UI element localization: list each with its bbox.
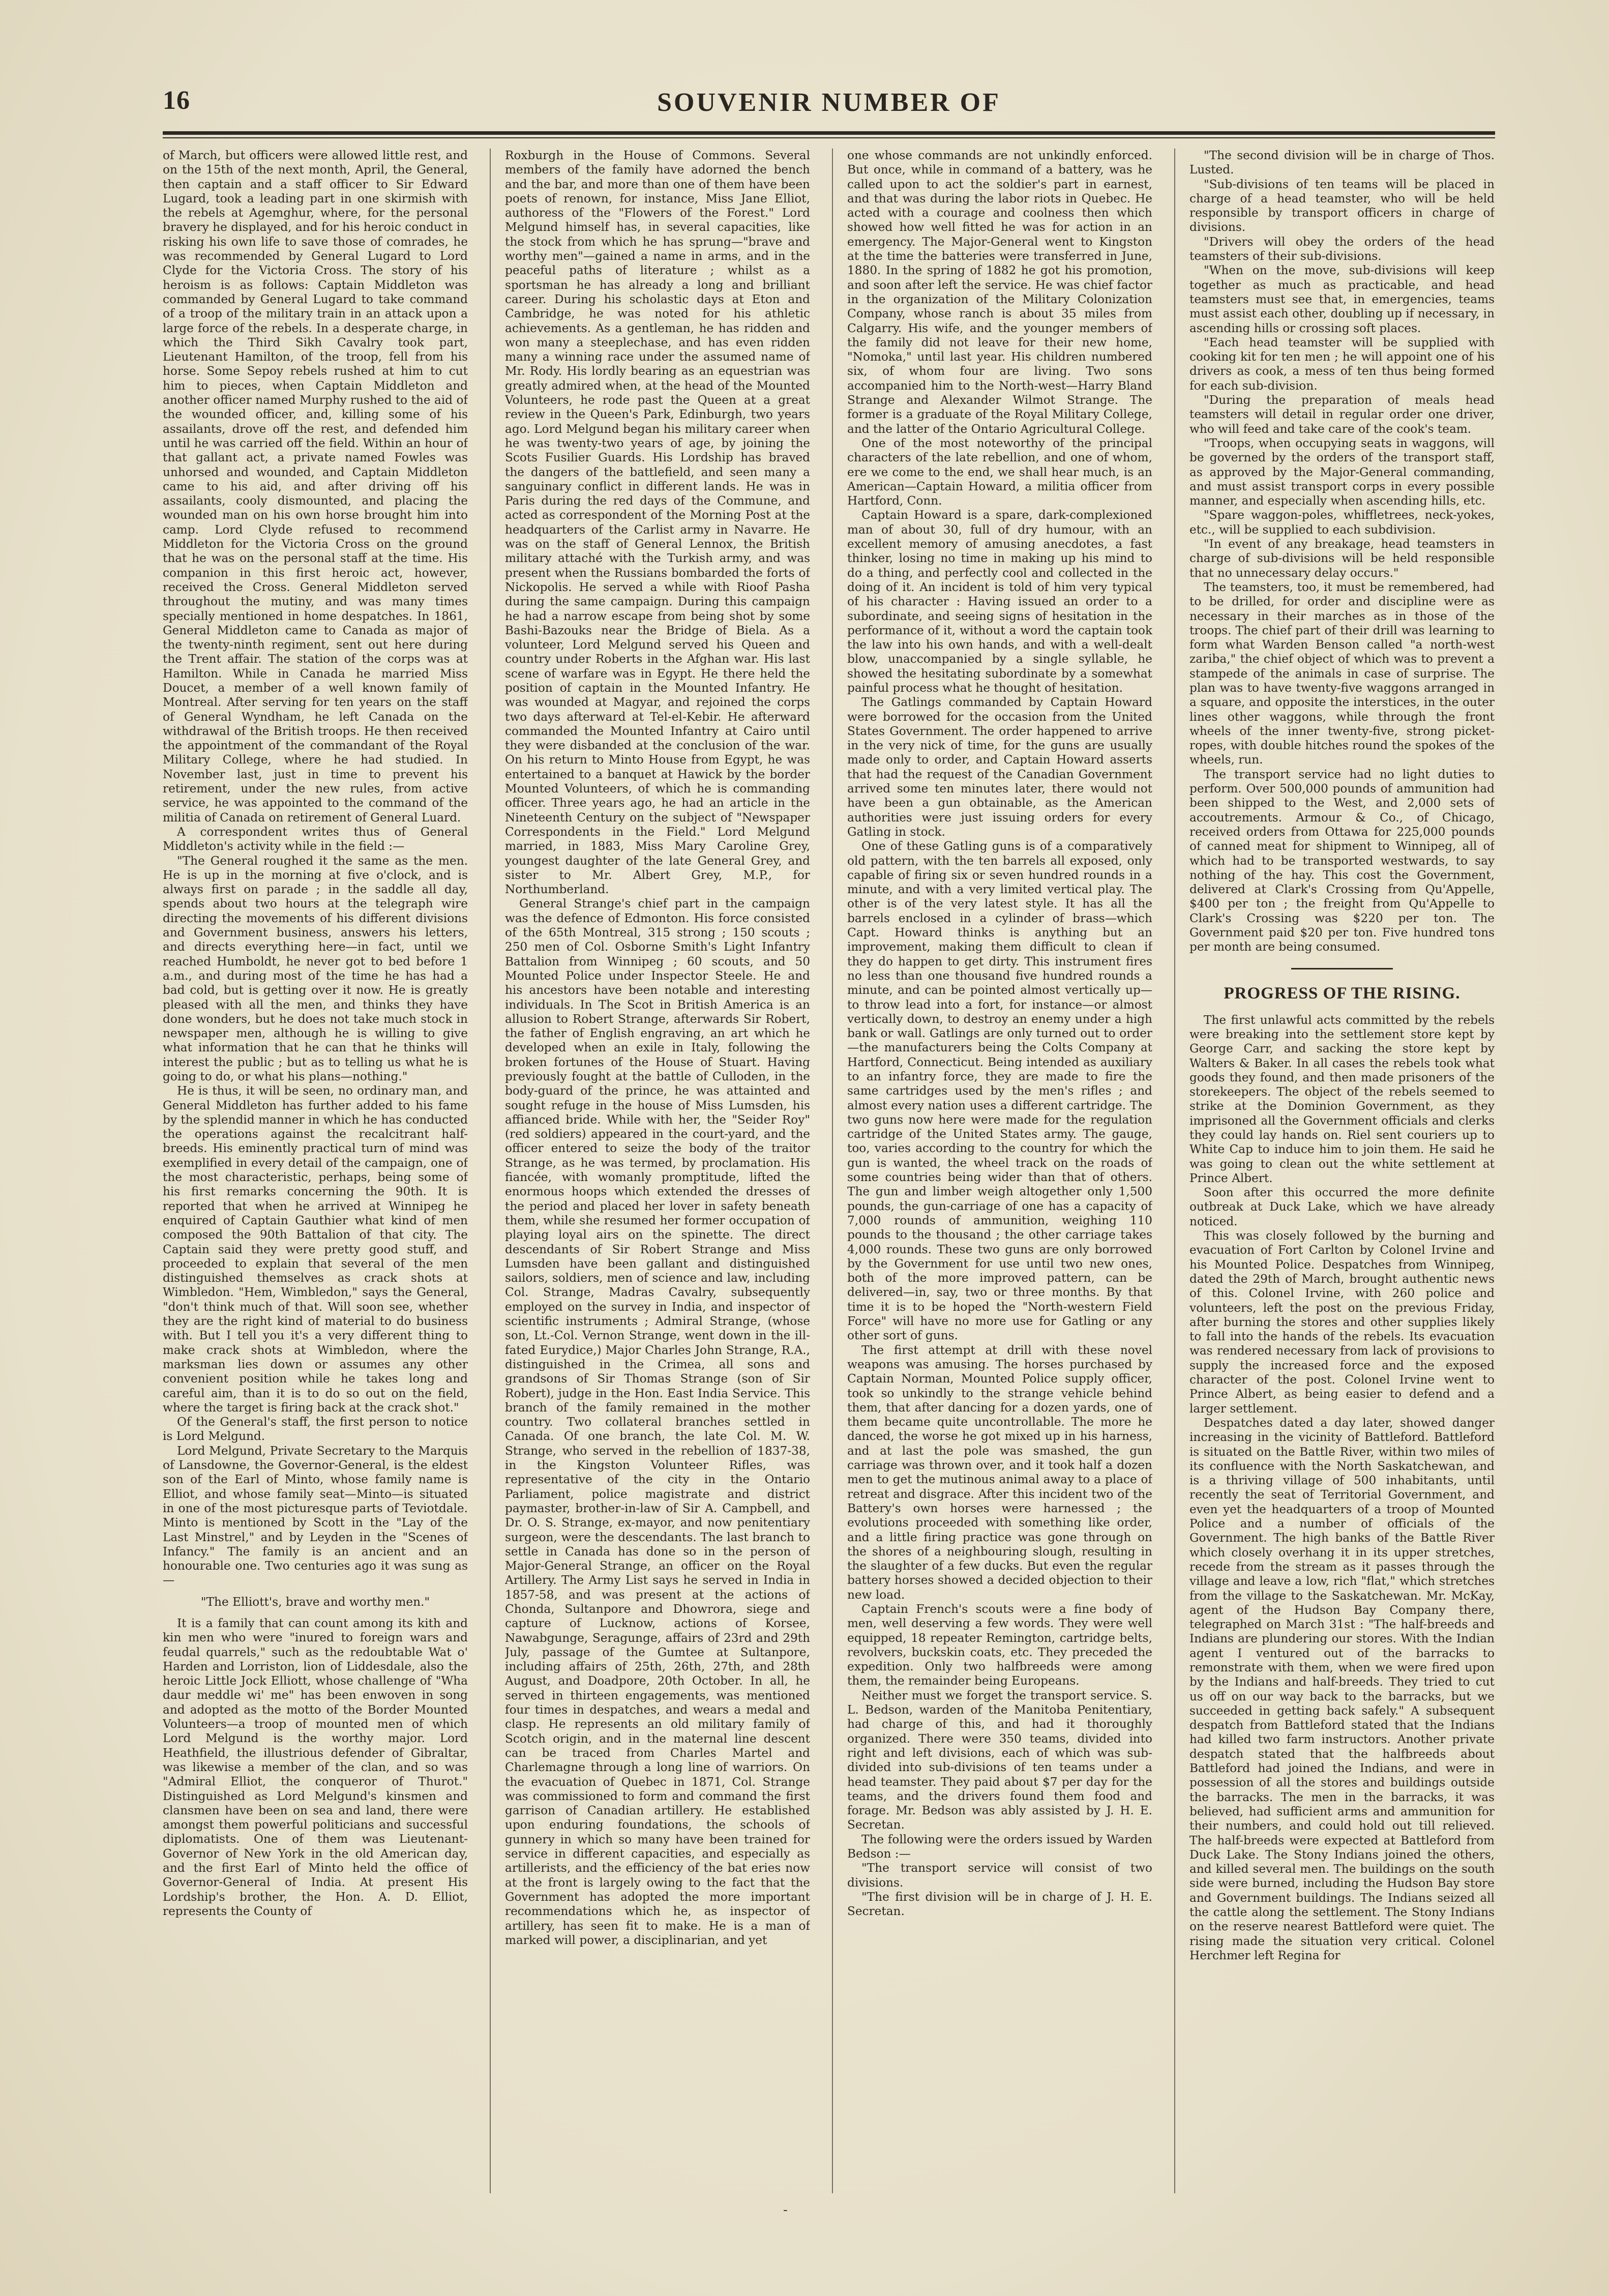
article-paragraph: Of the General's staff, the first person to notice is Lord Melgund. [163,1415,468,1444]
article-paragraph: The Gatlings commanded by Captain Howard were borrowed for the occasion from the United States Government. The order happened to arrive in the very nick of time, for the guns are usually made only to order, and Captain Howard asserts that had the request of the Canadian Government arrived some ten minutes later, there would not have been a gun obtainable, as the American authorities were just issuing orders for every Gatling in stock. [847,695,1152,839]
footer-mark: - [783,2202,788,2218]
article-paragraph: Roxburgh in the House of Commons. Several members of the family have adorned the bench and the bar, and more than one of them have been poets of renown, for instance, Miss Jane Elliot, authoress of the "Flowers of the Forest." Lord Melgund himself has, in several capacities, like the stock from which he has sprung—"brave and worthy men"—gained a name in arms, and in the peaceful paths of literature ; whilst as a sportsman he has already a long and brilliant career. During his scholastic days at Eton and Cambridge, he was noted for his athletic achievements. As a gentleman, he has ridden and won many a steeplechase, and has even ridden many a winning race under the assumed name of Mr. Rody. His lordly bearing as an equestrian was greatly admired when, at the head of the Mounted Volunteers, he rode past the Queen at a great review in the Queen's Park, Edinburgh, two years ago. Lord Melgund began his military career when he was twenty-two years of age, by joining the Scots Fusilier Guards. His Lordship has braved the dangers of the battlefield, and seen many a sanguinary conflict in different lands. He was in Paris during the red days of the Commune, and acted as correspondent of the Morning Post at the headquarters of the Carlist army in Navarre. He was on the staff of General Lennox, the British military attaché with the Turkish army, and was present when the Russians bombarded the forts of Nickopolis. He served a while with Rioof Pasha during the same campaign. During this campaign he had a narrow escape from being shot by some Bashi-Bazouks near the Bridge of Biela. As a volunteer, Lord Melgund served his Queen and country under Roberts in the Afghan war. His last scene of warfare was in Egypt. He there held the position of captain in the Mounted Infantry. He was wounded at Magyar, and rejoined the corps two days afterward at Tel-el-Kebir. He afterward commanded the Mounted Infantry at Cairo until they were disbanded at the conclusion of the war. On his return to Minto House from Egypt, he was entertained to a banquet at Hawick by the border Mounted Volunteers, of which he is commanding officer. Three years ago, he had an article in the Nineteenth Century on the subject of "Newspaper Correspondents in the Field." Lord Melgund married, in 1883, Miss Mary Caroline Grey, youngest daughter of the late General Grey, and sister to Mr. Albert Grey, M.P., for Northumberland. [505,149,810,897]
article-paragraph: The first unlawful acts committed by the rebels were breaking into the settlement store kept by George Carr, and sacking the store kept by Walters & Baker. In all cases the rebels took what goods they found, and then made prisoners of the storekeepers. The object of the rebels seemed to strike at the Dominion Government, as they imprisoned all the Government officials and clerks they could lay hands on. Riel sent couriers up to White Cap to induce him to join them. He said he was going to clean out the white settlement at Prince Albert. [1189,1013,1495,1185]
article-paragraph: The teamsters, too, it must be remembered, had to be drilled, for order and discipline were as necessary in their marches as in those of the troops. The chief part of their drill was learning to form what Warden Benson called "a north-west zariba," the chief object of which was to prevent a stampede of the animals in case of surprise. The plan was to have twenty-five waggons arranged in a square, and opposite the interstices, in the outer lines other waggons, while through the front wheels of the inner twenty-five, strong picket-ropes, with double hitches round the spokes of the wheels, run. [1189,580,1495,767]
quotation-line: "The Elliott's, brave and worthy men." [200,1595,430,1609]
article-paragraph: "During the preparation of meals head teamsters will detail in regular order one driver, who will feed and take care of the cook's team. [1189,393,1495,436]
column-divider [1174,149,1175,2193]
article-paragraph: Lord Melgund, Private Secretary to the Marquis of Lansdowne, the Governor-General, is the eldest son of the Earl of Minto, whose family name is Elliot, and whose family seat—Minto—is situated in one of the most picturesque parts of Teviotdale. Minto is mentioned by Scott in the "Lay of the Last Minstrel," and by Leyden in the "Scenes of Infancy." The family is an ancient and an honourable one. Two centuries ago it was sung as— [163,1444,468,1587]
article-paragraph: one whose commands are not unkindly enforced. But once, while in command of a battery, was he called upon to act the soldier's part in earnest, and that was during the labor riots in Quebec. He acted with a courage and coolness then which showed how well fitted he was for action in an emergency. The Major-General went to Kingston at the time the batteries were transferred in June, 1880. In the spring of 1882 he got his promotion, and soon after left the service. He was chief factor in the organization of the Military Colonization Company, whose ranch is about 35 miles from Calgarry. His wife, and the younger members of the family did not leave for their new home, "Nomoka," until last year. His children numbered six, of whom four are living. Two sons accompanied him to the North-west—Harry Bland Strange and Alexander Wilmot Strange. The former is a graduate of the Royal Military College, and the latter of the Ontario Agricultural College. [847,149,1152,436]
article-paragraph: "The General roughed it the same as the men. He is up in the morning at five o'clock, and is always first on parade ; in the saddle all day, spends about two hours at the telegraph wire directing the movements of his different divisions and Government business, answers his letters, and directs everything here—in fact, until we reached Humboldt, he never got to bed before 1 a.m., and during most of the time he has had a bad cold, but is getting over it now. He is greatly pleased with all the men, and thinks they have done wonders, but he does not take much stock in newspaper men, although he is willing to give what information that he can that he thinks will interest the public ; but as to telling us what he is going to do, or what his plans—nothing." [163,853,468,1083]
page-header [163,85,1495,126]
header-rule-thin [163,137,1495,138]
running-title: SOUVENIR NUMBER OF [657,88,1001,117]
column-3 [847,149,1152,2193]
column-divider [490,149,491,2193]
header-rule-thick [163,131,1495,135]
article-paragraph: Despatches dated a day later, showed danger increasing in the vicinity of Battleford. Battleford is situated on the Battle River, within two miles of its confluence with the North Saskatchewan, and is a thriving village of 500 inhabitants, until recently the seat of Territorial Government, and even yet the headquarters of a troop of Mounted Police and a number of officials of the Government. The high banks of the Battle River which closely overhang it in its upper stretches, recede from the stream as it passes through the village and leave a low, rich "flat," which stretches from the village to the Saskatchewan. Mr. McKay, agent of the Hudson Bay Company there, telegraphed on March 31st : "The half-breeds and Indians are plundering our stores. With the Indian agent I ventured out of the barracks to remonstrate with them, when we were fired upon by the Indians and half-breeds. They tried to cut us off on our way back to the barracks, but we succeeded in getting back safely." A subsequent despatch from Battleford stated that the Indians had killed two farm instructors. Another private despatch stated that the halfbreeds about Battleford had joined the Indians, and were in possession of all the stores and buildings outside the barracks. The men in the barracks, it was believed, had sufficient arms and ammunition for their numbers, and could hold out till relieved. The half-breeds were expected at Battleford from Duck Lake. The Stony Indians joined the others, and killed several men. The buildings on the south side were burned, including the Hudson Bay store and Government buildings. The Indians seized all the cattle along the settlement. The Stony Indians on the reserve nearest Battleford were quiet. The rising made the situation very critical. Colonel Herchmer left Regina for [1189,1416,1495,1962]
article-paragraph: Neither must we forget the transport service. S. L. Bedson, warden of the Manitoba Penitentiary, had charge of this, and had it thoroughly organized. There were 350 teams, divided into right and left divisions, each of which was sub-divided into sub-divisions of ten teams under a head teamster. They paid about $7 per day for the teams, and the drivers found them food and forage. Mr. Bedson was ably assisted by J. H. E. Secretan. [847,1688,1152,1832]
column-divider [832,149,833,2193]
section-separator [1291,968,1393,969]
article-paragraph: One of the most noteworthy of the principal characters of the late rebellion, and one of whom, ere we come to the end, we shall hear much, is an American—Captain Howard, a militia officer from Hartford, Conn. [847,436,1152,508]
article-paragraph: The transport service had no light duties to perform. Over 500,000 pounds of ammunition had been shipped to the West, and 2,000 sets of accoutrements. Armour & Co., of Chicago, received orders from Ottawa for 225,000 pounds of canned meat for shipment to Winnipeg, all of which had to be transported westwards, to say nothing of the hay. This cost the Government, delivered at Clark's Crossing from Qu'Appelle, $400 per ton ; the freight from Qu'Appelle to Clark's Crossing was $220 per ton. The Government paid $20 per ton. Five hundred tons per month are being consumed. [1189,767,1495,954]
article-paragraph: "The first division will be in charge of J. H. E. Secretan. [847,1890,1152,1919]
article-paragraph: It is a family that can count among its kith and kin men who were "inured to foreign wars and feudal quarrels," such as the redoubtable Wat o' Harden and Lorriston, lion of Liddesdale, also the heroic Little Jock Elliott, whose challenge of "Wha daur meddle wi' me" has been enwoven in song and adopted as the motto of the Border Mounted Volunteers—a troop of mounted men of which Lord Melgund is the worthy major. Lord Heathfield, the illustrious defender of Gibraltar, was likewise a member of the clan, and so was "Admiral Elliot, the conqueror of Thurot." Distinguished as Lord Melgund's kinsmen and clansmen have been on sea and land, there were amongst them powerful politicians and successful diplomatists. One of them was Lieutenant-Governor of New York in the old American day, and the first Earl of Minto held the office of Governor-General of India. At present His Lordship's brother, the Hon. A. D. Elliot, represents the County of [163,1616,468,1918]
article-paragraph: One of these Gatling guns is of a comparatively old pattern, with the ten barrels all exposed, only capable of firing six or seven hundred rounds in a minute, and with a very limited vertical play. The other is of the very latest style. It has all the barrels enclosed in a cylinder of brass—which Capt. Howard thinks is anything but an improvement, making them difficult to clean if they do happen to get dirty. This instrument fires no less than one thousand five hundred rounds a minute, and can be pointed almost vertically up—to throw lead into a fort, for instance—or almost vertically down, to destroy an enemy under a high bank or wall. Gatlings are only turned out to order —the manufacturers being the Colts Company at Hartford, Connecticut. Being intended as auxiliary to an infantry force, they are made to fire the same cartridges used by the men's rifles ; and almost every nation uses a different cartridge. The two guns now here were made for the regulation cartridge of the United States army. The gauge, too, varies according to the country for which the gun is wanted, the wheel track on the roads of some countries being wider than that of others. The gun and limber weigh altogether only 1,500 pounds, the gun-carriage of one has a capacity of 7,000 rounds of ammunition, weighing 110 pounds to the thousand ; the other carriage takes 4,000 rounds. These two guns are only borrowed by the Government for use until two new ones, both of the more improved pattern, can be delivered—in, say, two or three months. By that time it is to be hoped the "North-western Field Force" will have no more use for Gatling or any other sort of guns. [847,839,1152,1343]
article-paragraph: "In event of any breakage, head teamsters in charge of sub-divisions will be held responsible that no unnecessary delay occurs." [1189,537,1495,580]
article-paragraph: A correspondent writes thus of General Middleton's activity while in the field :— [163,825,468,853]
column-2 [505,149,810,2193]
article-paragraph: General Strange's chief part in the campaign was the defence of Edmonton. His force consisted of the 65th Montreal, 315 strong ; 150 scouts ; 250 men of Col. Osborne Smith's Light Infantry Battalion from Winnipeg ; 60 scouts, and 50 Mounted Police under Inspector Steele. He and his ancestors have been notable and interesting individuals. In The Scot in British America is an allusion to Robert Strange, afterwards Sir Robert, the father of English engraving, an art which he developed when an exile in Italy, following the broken fortunes of the House of Stuart. Having previously fought at the battle of Culloden, in the body-guard of the prince, he was attainted and sought refuge in the house of Miss Lumsden, his affianced bride. While with her, the "Seider Roy" (red soldiers) appeared in the court-yard, and the officer entered to seize the body of the traitor Strange, as he was termed, by proclamation. His fiancée, with womanly promptitude, lifted the enormous hoops which extended the dresses of the period and placed her lover in safety beneath them, while she resumed her former occupation of playing loyal airs on the spinette. The direct descendants of Sir Robert Strange and Miss Lumsden have been gallant and distinguished sailors, soldiers, men of science and law, including Col. Strange, Madras Cavalry, subsequently employed on the survey in India, and inspector of scientific instruments ; Admiral Strange, (whose son, Lt.-Col. Vernon Strange, went down in the ill-fated Eurydice,) Major Charles John Strange, R.A., distinguished in the Crimea, all sons and grandsons of Sir Thomas Strange (son of Sir Robert), judge in the Hon. East India Service. This branch of the family remained in the mother country. Two collateral branches settled in Canada. Of one branch, the late Col. M. W. Strange, who served in the rebellion of 1837-38, in the Kingston Volunteer Rifles, was representative of the city in the Ontario Parliament, police magistrate and district paymaster, brother-in-law of Sir A. Campbell, and Dr. O. S. Strange, ex-mayor, and now penitentiary surgeon, were the descendants. The last branch to settle in Canada has done so in the person of Major-General Strange, an officer on the Royal Artillery. The Army List says he served in India in 1857-58, and was present at the actions of Chonda, Sultanpore and Dhowrora, siege and capture of Lucknow, actions of Korsee, Nawabgunge, Seragunge, affairs of 23rd and 29th July, passage of the Gumtee at Sultanpore, including affairs of 25th, 26th, 27th, and 28th August, and Doadpore, 20th October. In all, he served in thirteen engagements, was mentioned four times in despatches, and wears a medal and clasp. He represents an old military family of Scotch origin, and in the maternal line descent can be traced from Charles Martel and Charlemagne through a long line of warriors. On the evacuation of Quebec in 1871, Col. Strange was commissioned to form and command the first garrison of Canadian artillery. He established upon enduring foundations, the schools of gunnery in which so many have been trained for service in different capacities, and especially as artillerists, and the efficiency of the bat eries now at the front is largely owing to the fact that the Government has adopted the more important recommendations which he, as inspector of artillery, has seen fit to make. He is a man of marked will power, a disciplinarian, and yet [505,897,810,1947]
article-paragraph: The first attempt at drill with these novel weapons was amusing. The horses purchased by Captain Norman, Mounted Police supply officer, took so unkindly to the strange vehicle behind them, that after dancing for a dozen yards, one of them became quite uncontrollable. The more he danced, the worse he got mixed up in his harness, and at last the pole was smashed, the gun carriage was thrown over, and it took half a dozen men to get the mutinous animal away to a place of retreat and disgrace. After this incident two of the Battery's own horses were harnessed ; the evolutions proceeded with something like order, and a little firing practice was gone through on the shores of a neighbouring slough, resulting in the slaughter of a few ducks. But even the regular battery horses showed a decided objection to their new load. [847,1343,1152,1602]
article-paragraph: The following were the orders issued by Warden Bedson :— [847,1832,1152,1861]
column-4 [1189,149,1495,2193]
article-paragraph: Captain Howard is a spare, dark-complexioned man of about 30, full of dry humour, with an excellent memory of amusing anecdotes, a fast thinker, losing no time in making up his mind to do a thing, and perfectly cool and collected in the doing of it. An incident is told of him very typical of his character : Having issued an order to a subordinate, and seeing signs of hesitation in the performance of it, without a word the captain took the law into his own hands, and with a well-dealt blow, unaccompanied by a single syllable, he showed the hesitating subordinate by a somewhat painful process what he thought of hesitation. [847,508,1152,695]
column-1 [163,149,468,2193]
article-paragraph: Captain French's scouts were a fine body of men, well deserving a few words. They were well equipped, 18 repeater Remington, cartridge belts, revolvers, buckskin coats, etc. They preceded the expedition. Only two halfbreeds were among them, the remainder being Europeans. [847,1602,1152,1688]
article-paragraph: "The second division will be in charge of Thos. Lusted. [1189,149,1495,177]
article-paragraph: "The transport service will consist of two divisions. [847,1861,1152,1890]
section-heading: PROGRESS OF THE RISING. [1224,984,1461,1003]
article-paragraph: "When on the move, sub-divisions will keep together as much as practicable, and head teamsters must see that, in emergencies, teams must assist each other, doubling up if necessary, in ascending hills or crossing soft places. [1189,263,1495,335]
article-paragraph: This was closely followed by the burning and evacuation of Fort Carlton by Colonel Irvine and his Mounted Police. Despatches from Winnipeg, dated the 29th of March, brought authentic news of this. Colonel Irvine, with 260 police and volunteers, left the post on the previous Friday, after burning the stores and other supplies likely to fall into the hands of the rebels. Its evacuation was rendered necessary from lack of provisions to supply the increased force and the exposed character of the post. Colonel Irvine went to Prince Albert, as being easier to defend and a larger settlement. [1189,1229,1495,1416]
article-paragraph: Soon after this occurred the more definite outbreak at Duck Lake, which we have already noticed. [1189,1186,1495,1228]
article-paragraph: "Each head teamster will be supplied with cooking kit for ten men ; he will appoint one of his drivers as cook, a mess of ten thus being formed for each sub-division. [1189,335,1495,393]
article-paragraph: of March, but officers were allowed little rest, and on the 15th of the next month, April, the General, then captain and a staff officer to Sir Edward Lugard, took a leading part in one skirmish with the rebels at Agemghur, where, for the personal bravery he displayed, and for his heroic conduct in risking his own life to save those of comrades, he was recommended by General Lugard to Lord Clyde for the Victoria Cross. The story of his heroism is as follows: Captain Middleton was commanded by General Lugard to take command of a troop of the military train in an attack upon a large force of the rebels. In a desperate charge, in which the Third Sikh Cavalry took part, Lieutenant Hamilton, of the troop, fell from his horse. Some Sepoy rebels rushed at him to cut him to pieces, when Captain Middleton and another officer named Murphy rushed to the aid of the wounded officer, and, killing some of his assailants, drove off the rest, and defended him until he was carried off the field. Within an hour of that gallant act, a private named Fowles was unhorsed and wounded, and Captain Middleton came to his aid, and after driving off his assailants, cooly dismounted, and placing the wounded man on his own horse brought him into camp. Lord Clyde refused to recommend Middleton for the Victoria Cross on the ground that he was on the personal staff at the time. His companion in this first heroic act, however, received the Cross. General Middleton served throughout the mutiny, and was many times specially mentioned in home despatches. In 1861, General Middleton came to Canada as major of the twenty-ninth regiment, sent out here during the Trent affair. The station of the corps was at Hamilton. While in Canada he married Miss Doucet, a member of a well known family of Montreal. After serving for ten years on the staff of General Wyndham, he left Canada on the withdrawal of the British troops. He then received the appointment of the commandant of the Royal Military College, where he had studied. In November last, just in time to prevent his retirement, under the new rules, from active service, he was appointed to the command of the militia of Canada on retirement of General Luard. [163,149,468,825]
article-paragraph: "Drivers will obey the orders of the head teamsters of their sub-divisions. [1189,234,1495,263]
article-paragraph: "Spare waggon-poles, whiffletrees, neck-yokes, etc., will be supplied to each subdivision. [1189,508,1495,537]
page-number: 16 [163,86,190,115]
article-paragraph: "Sub-divisions of ten teams will be placed in charge of a head teamster, who will be held responsible by transport officers in charge of divisions. [1189,177,1495,234]
article-paragraph: "Troops, when occupying seats in waggons, will be governed by the orders of the transport staff, as approved by the Major-General commanding, and must assist transport corps in every possible manner, and especially when ascending hills, etc. [1189,436,1495,508]
article-paragraph: He is thus, it will be seen, no ordinary man, and General Middleton has further added to his fame by the splendid manner in which he has conducted the operations against the recalcitrant half-breeds. His eminently practical turn of mind was exemplified in every detail of the campaign, one of the most characteristic, perhaps, being some of his first remarks concerning the 90th. It is reported that when he arrived at Winnipeg he enquired of Captain Gauthier what kind of men composed the 90th Battalion of that city. The Captain said they were pretty good stuff, and proceeded to explain that several of the men distinguished themselves as crack shots at Wimbledon. "Hem, Wimbledon," says the General, "don't think much of that. Will soon see, whether they are the right kind of material to do business with. But I tell you it's a very different thing to make crack shots at Wimbledon, where the marksman lies down or assumes any other convenient position while he takes long and careful aim, than it is to do so out on the field, where the target is firing back at the crack shot." [163,1084,468,1415]
